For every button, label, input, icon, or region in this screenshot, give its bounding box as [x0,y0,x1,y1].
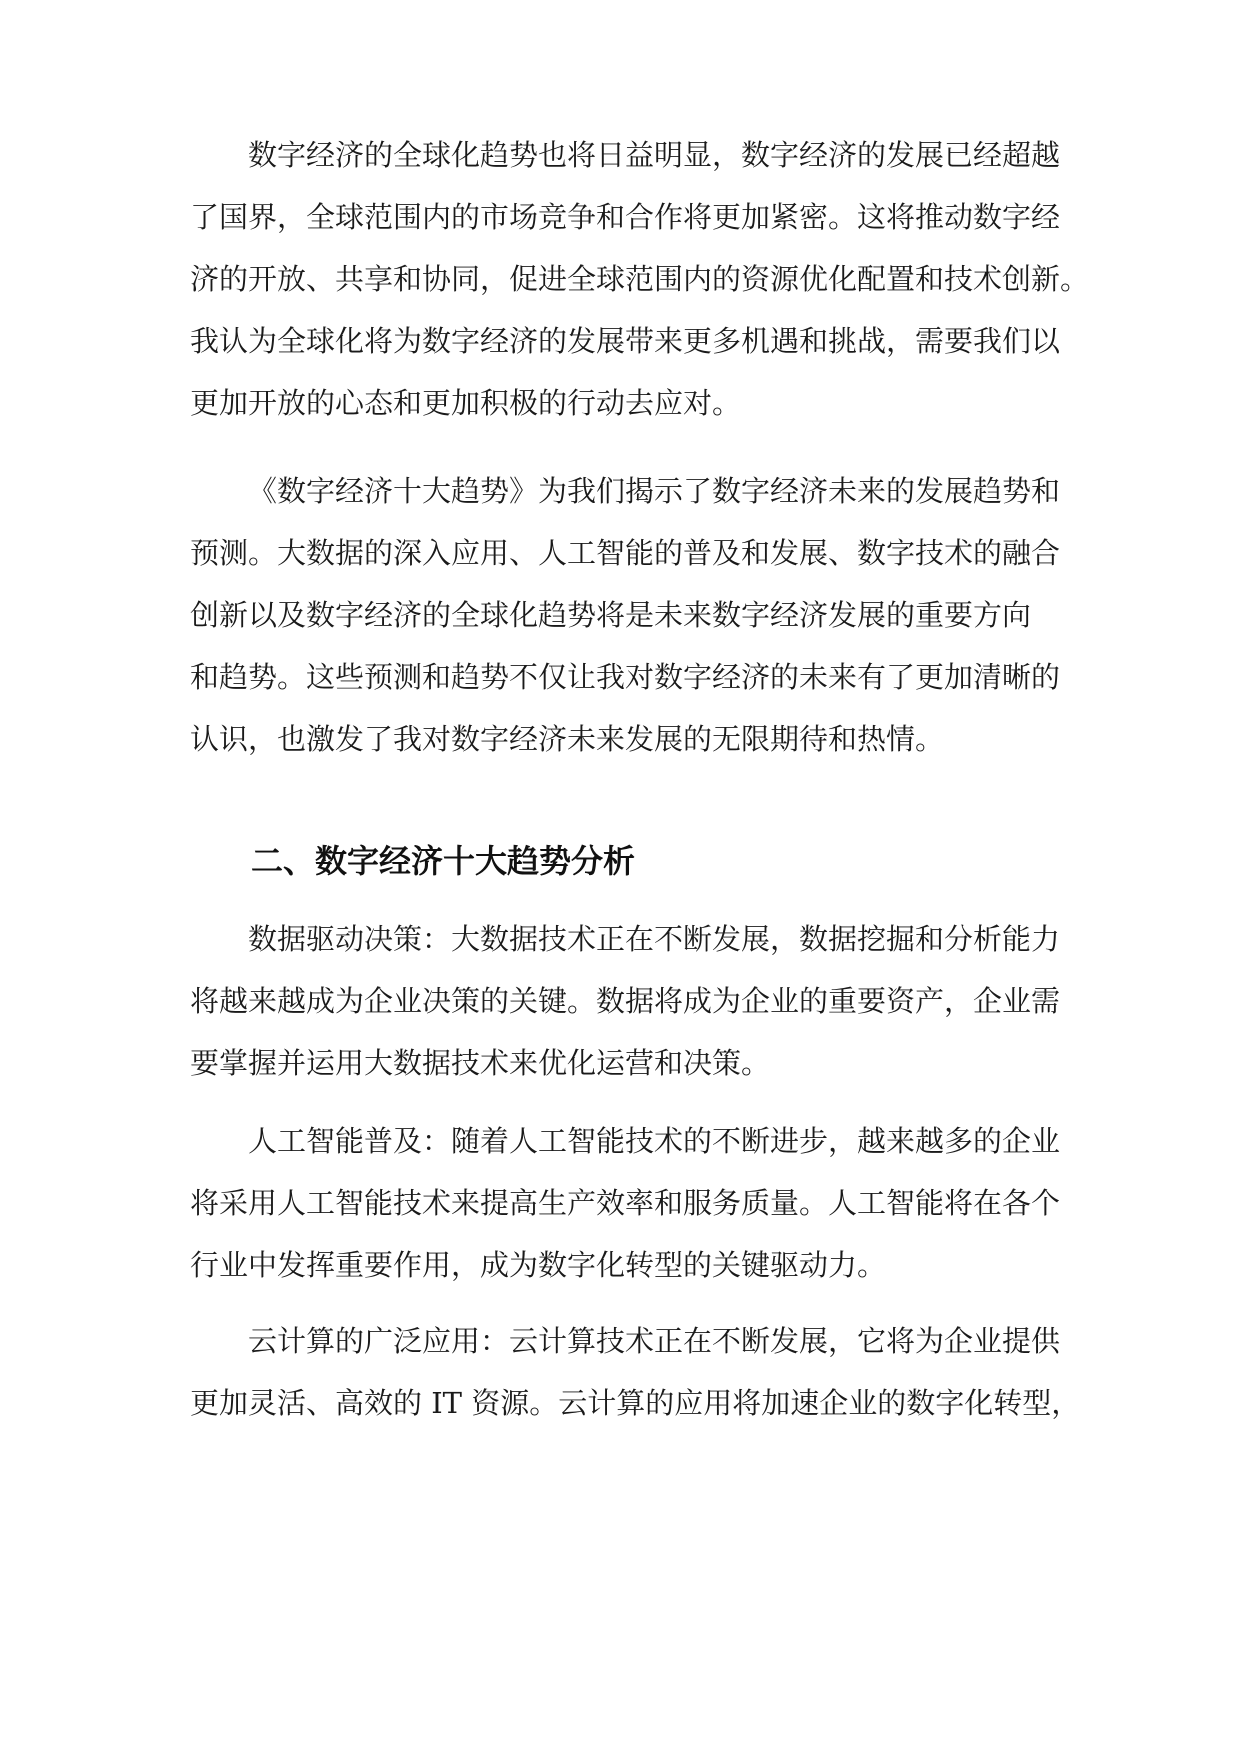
paragraph-summary [190,460,1061,770]
text-line: 行业中发挥重要作用，成为数字化转型的关键驱动力。 [190,1248,887,1282]
paragraph-globalization [190,124,1090,434]
text-line: 我认为全球化将为数字经济的发展带来更多机遇和挑战，需要我们以 [190,324,1061,358]
section-heading: 二、数字经济十大趋势分析 [251,842,636,880]
paragraph-ai [190,1110,1061,1296]
text-line: 云计算的广泛应用：云计算技术正在不断发展，它将为企业提供 [248,1324,1061,1358]
text-line: 创新以及数字经济的全球化趋势将是未来数字经济发展的重要方向 [190,598,1032,632]
text-line: 将越来越成为企业决策的关键。数据将成为企业的重要资产，企业需 [190,984,1061,1018]
text-line: 人工智能普及：随着人工智能技术的不断进步，越来越多的企业 [248,1124,1061,1158]
text-line: 《数字经济十大趋势》为我们揭示了数字经济未来的发展趋势和 [248,474,1061,508]
text-line: 将采用人工智能技术来提高生产效率和服务质量。人工智能将在各个 [190,1186,1061,1220]
paragraph-cloud [190,1310,1081,1434]
text-line: 更加灵活、高效的 IT 资源。云计算的应用将加速企业的数字化转型， [190,1386,1081,1420]
text-line: 认识，也激发了我对数字经济未来发展的无限期待和热情。 [190,722,945,756]
text-line: 济的开放、共享和协同，促进全球范围内的资源优化配置和技术创新。 [190,262,1090,296]
text-line: 数字经济的全球化趋势也将日益明显，数字经济的发展已经超越 [248,138,1061,172]
text-line: 要掌握并运用大数据技术来优化运营和决策。 [190,1046,771,1080]
text-line: 更加开放的心态和更加积极的行动去应对。 [190,386,742,420]
text-line: 预测。大数据的深入应用、人工智能的普及和发展、数字技术的融合 [190,536,1061,570]
text-line: 了国界，全球范围内的市场竞争和合作将更加紧密。这将推动数字经 [190,200,1061,234]
paragraph-data-driven [190,908,1061,1094]
text-line: 数据驱动决策：大数据技术正在不断发展，数据挖掘和分析能力 [248,922,1061,956]
text-line: 和趋势。这些预测和趋势不仅让我对数字经济的未来有了更加清晰的 [190,660,1061,694]
